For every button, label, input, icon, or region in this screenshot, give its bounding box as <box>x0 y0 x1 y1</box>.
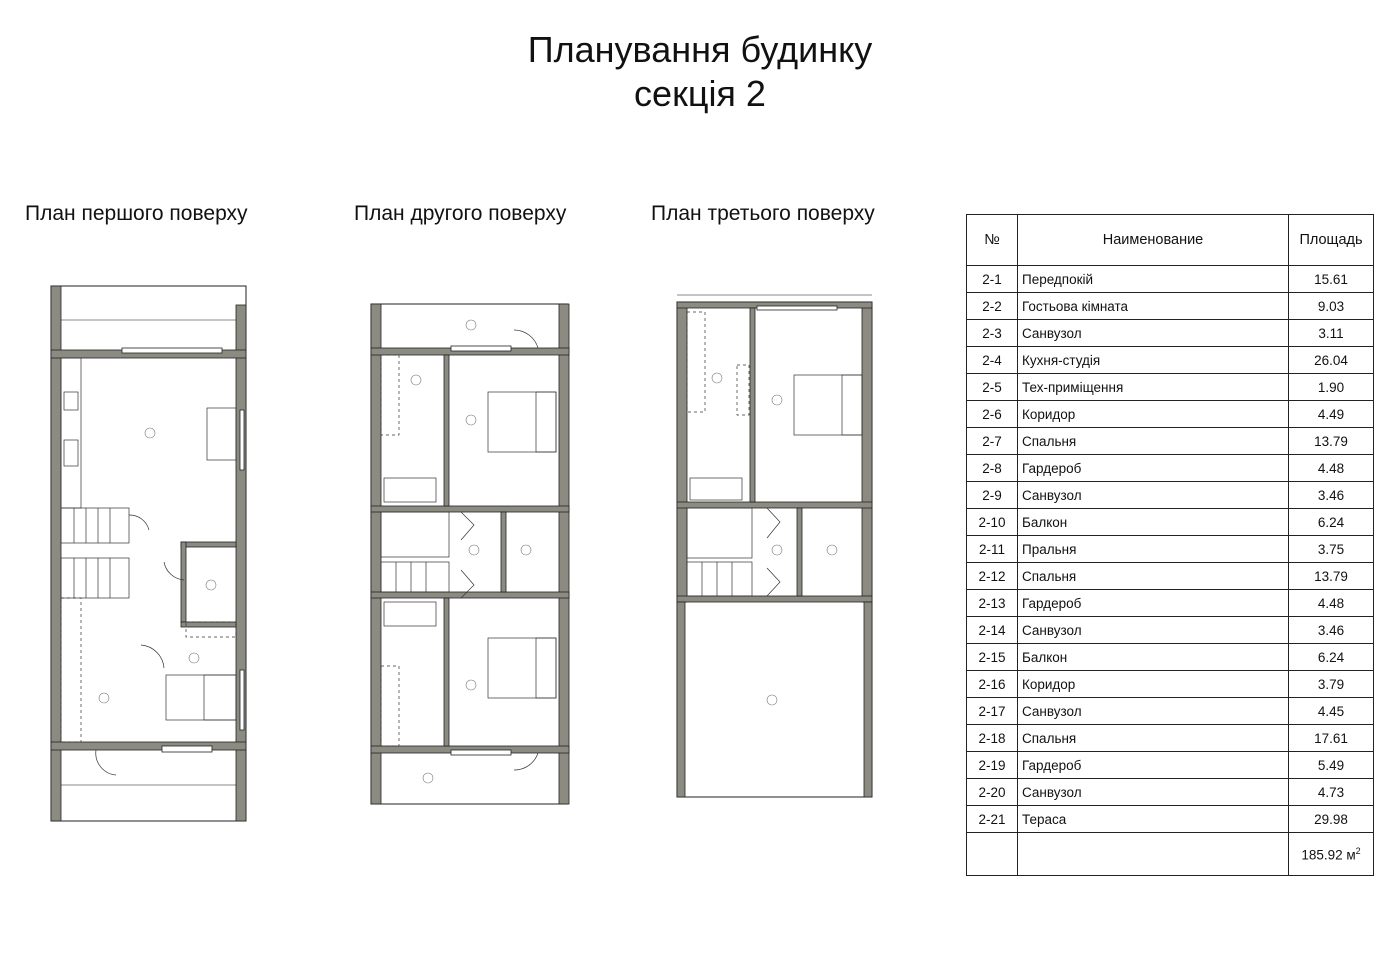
row-area: 6.24 <box>1289 509 1374 536</box>
row-num: 2-15 <box>967 644 1018 671</box>
row-num: 2-8 <box>967 455 1018 482</box>
table-row <box>967 374 1374 401</box>
row-area: 3.46 <box>1289 617 1374 644</box>
total-area <box>1289 833 1374 876</box>
table-row <box>967 563 1374 590</box>
row-area: 13.79 <box>1289 563 1374 590</box>
total-area-value: 185.92 м <box>1301 847 1356 863</box>
third-floor-caption: План третього поверху <box>651 202 875 225</box>
total-row <box>967 833 1374 876</box>
total-name-cell <box>1018 833 1289 876</box>
title-line-2: секція 2 <box>634 73 766 114</box>
header-area: Площадь <box>1289 215 1374 266</box>
row-area: 4.45 <box>1289 698 1374 725</box>
row-area: 1.90 <box>1289 374 1374 401</box>
row-area: 3.11 <box>1289 320 1374 347</box>
table-row <box>967 644 1374 671</box>
row-area: 3.75 <box>1289 536 1374 563</box>
row-area: 29.98 <box>1289 806 1374 833</box>
row-num: 2-19 <box>967 752 1018 779</box>
table-row <box>967 779 1374 806</box>
room-area-table <box>966 214 1374 876</box>
table-row <box>967 320 1374 347</box>
title-line-1: Планування будинку <box>527 29 873 70</box>
row-name: Балкон <box>1018 509 1289 536</box>
row-area: 17.61 <box>1289 725 1374 752</box>
table-row <box>967 617 1374 644</box>
table-row <box>967 671 1374 698</box>
table-row <box>967 536 1374 563</box>
row-name: Пральня <box>1018 536 1289 563</box>
row-name: Спальня <box>1018 725 1289 752</box>
table-row <box>967 347 1374 374</box>
row-area: 9.03 <box>1289 293 1374 320</box>
row-name: Санвузол <box>1018 482 1289 509</box>
header-name: Наименование <box>1018 215 1289 266</box>
row-area: 6.24 <box>1289 644 1374 671</box>
table-row <box>967 428 1374 455</box>
row-area: 13.79 <box>1289 428 1374 455</box>
row-area: 26.04 <box>1289 347 1374 374</box>
row-area: 3.46 <box>1289 482 1374 509</box>
row-num: 2-9 <box>967 482 1018 509</box>
row-num: 2-14 <box>967 617 1018 644</box>
row-name: Коридор <box>1018 671 1289 698</box>
table-row <box>967 401 1374 428</box>
row-num: 2-21 <box>967 806 1018 833</box>
row-name: Коридор <box>1018 401 1289 428</box>
row-area: 5.49 <box>1289 752 1374 779</box>
row-num: 2-6 <box>967 401 1018 428</box>
table-row <box>967 482 1374 509</box>
table-row <box>967 509 1374 536</box>
row-num: 2-16 <box>967 671 1018 698</box>
row-name: Гардероб <box>1018 590 1289 617</box>
row-name: Санвузол <box>1018 779 1289 806</box>
row-name: Гардероб <box>1018 752 1289 779</box>
row-name: Кухня-студія <box>1018 347 1289 374</box>
row-num: 2-20 <box>967 779 1018 806</box>
row-num: 2-10 <box>967 509 1018 536</box>
table-row <box>967 293 1374 320</box>
row-num: 2-1 <box>967 266 1018 293</box>
row-num: 2-17 <box>967 698 1018 725</box>
row-area: 4.48 <box>1289 590 1374 617</box>
row-name: Тераса <box>1018 806 1289 833</box>
first-floor-plan <box>44 280 254 825</box>
table-header-row <box>967 215 1374 266</box>
table-body <box>967 266 1374 833</box>
row-name: Санвузол <box>1018 617 1289 644</box>
table-row <box>967 806 1374 833</box>
row-area: 4.49 <box>1289 401 1374 428</box>
row-name: Гостьова кімната <box>1018 293 1289 320</box>
row-name: Санвузол <box>1018 698 1289 725</box>
total-num-cell <box>967 833 1018 876</box>
second-floor-plan <box>366 300 576 810</box>
row-area: 4.48 <box>1289 455 1374 482</box>
row-num: 2-12 <box>967 563 1018 590</box>
row-name: Балкон <box>1018 644 1289 671</box>
row-area: 15.61 <box>1289 266 1374 293</box>
page-title <box>0 28 1400 116</box>
total-area-unit-sup: 2 <box>1355 845 1361 856</box>
table-row <box>967 725 1374 752</box>
first-floor-caption: План першого поверху <box>25 202 248 225</box>
third-floor-plan <box>672 290 882 805</box>
row-num: 2-7 <box>967 428 1018 455</box>
row-num: 2-3 <box>967 320 1018 347</box>
second-floor-caption: План другого поверху <box>354 202 567 225</box>
row-num: 2-2 <box>967 293 1018 320</box>
row-name: Гардероб <box>1018 455 1289 482</box>
row-name: Передпокій <box>1018 266 1289 293</box>
row-area: 4.73 <box>1289 779 1374 806</box>
table-row <box>967 752 1374 779</box>
table-row <box>967 455 1374 482</box>
row-area: 3.79 <box>1289 671 1374 698</box>
row-name: Санвузол <box>1018 320 1289 347</box>
row-num: 2-5 <box>967 374 1018 401</box>
row-num: 2-13 <box>967 590 1018 617</box>
row-name: Тех-приміщення <box>1018 374 1289 401</box>
table-row <box>967 590 1374 617</box>
table-row <box>967 698 1374 725</box>
row-num: 2-11 <box>967 536 1018 563</box>
row-num: 2-4 <box>967 347 1018 374</box>
row-name: Спальня <box>1018 563 1289 590</box>
row-num: 2-18 <box>967 725 1018 752</box>
table-row <box>967 266 1374 293</box>
row-name: Спальня <box>1018 428 1289 455</box>
header-num: № <box>967 215 1018 266</box>
